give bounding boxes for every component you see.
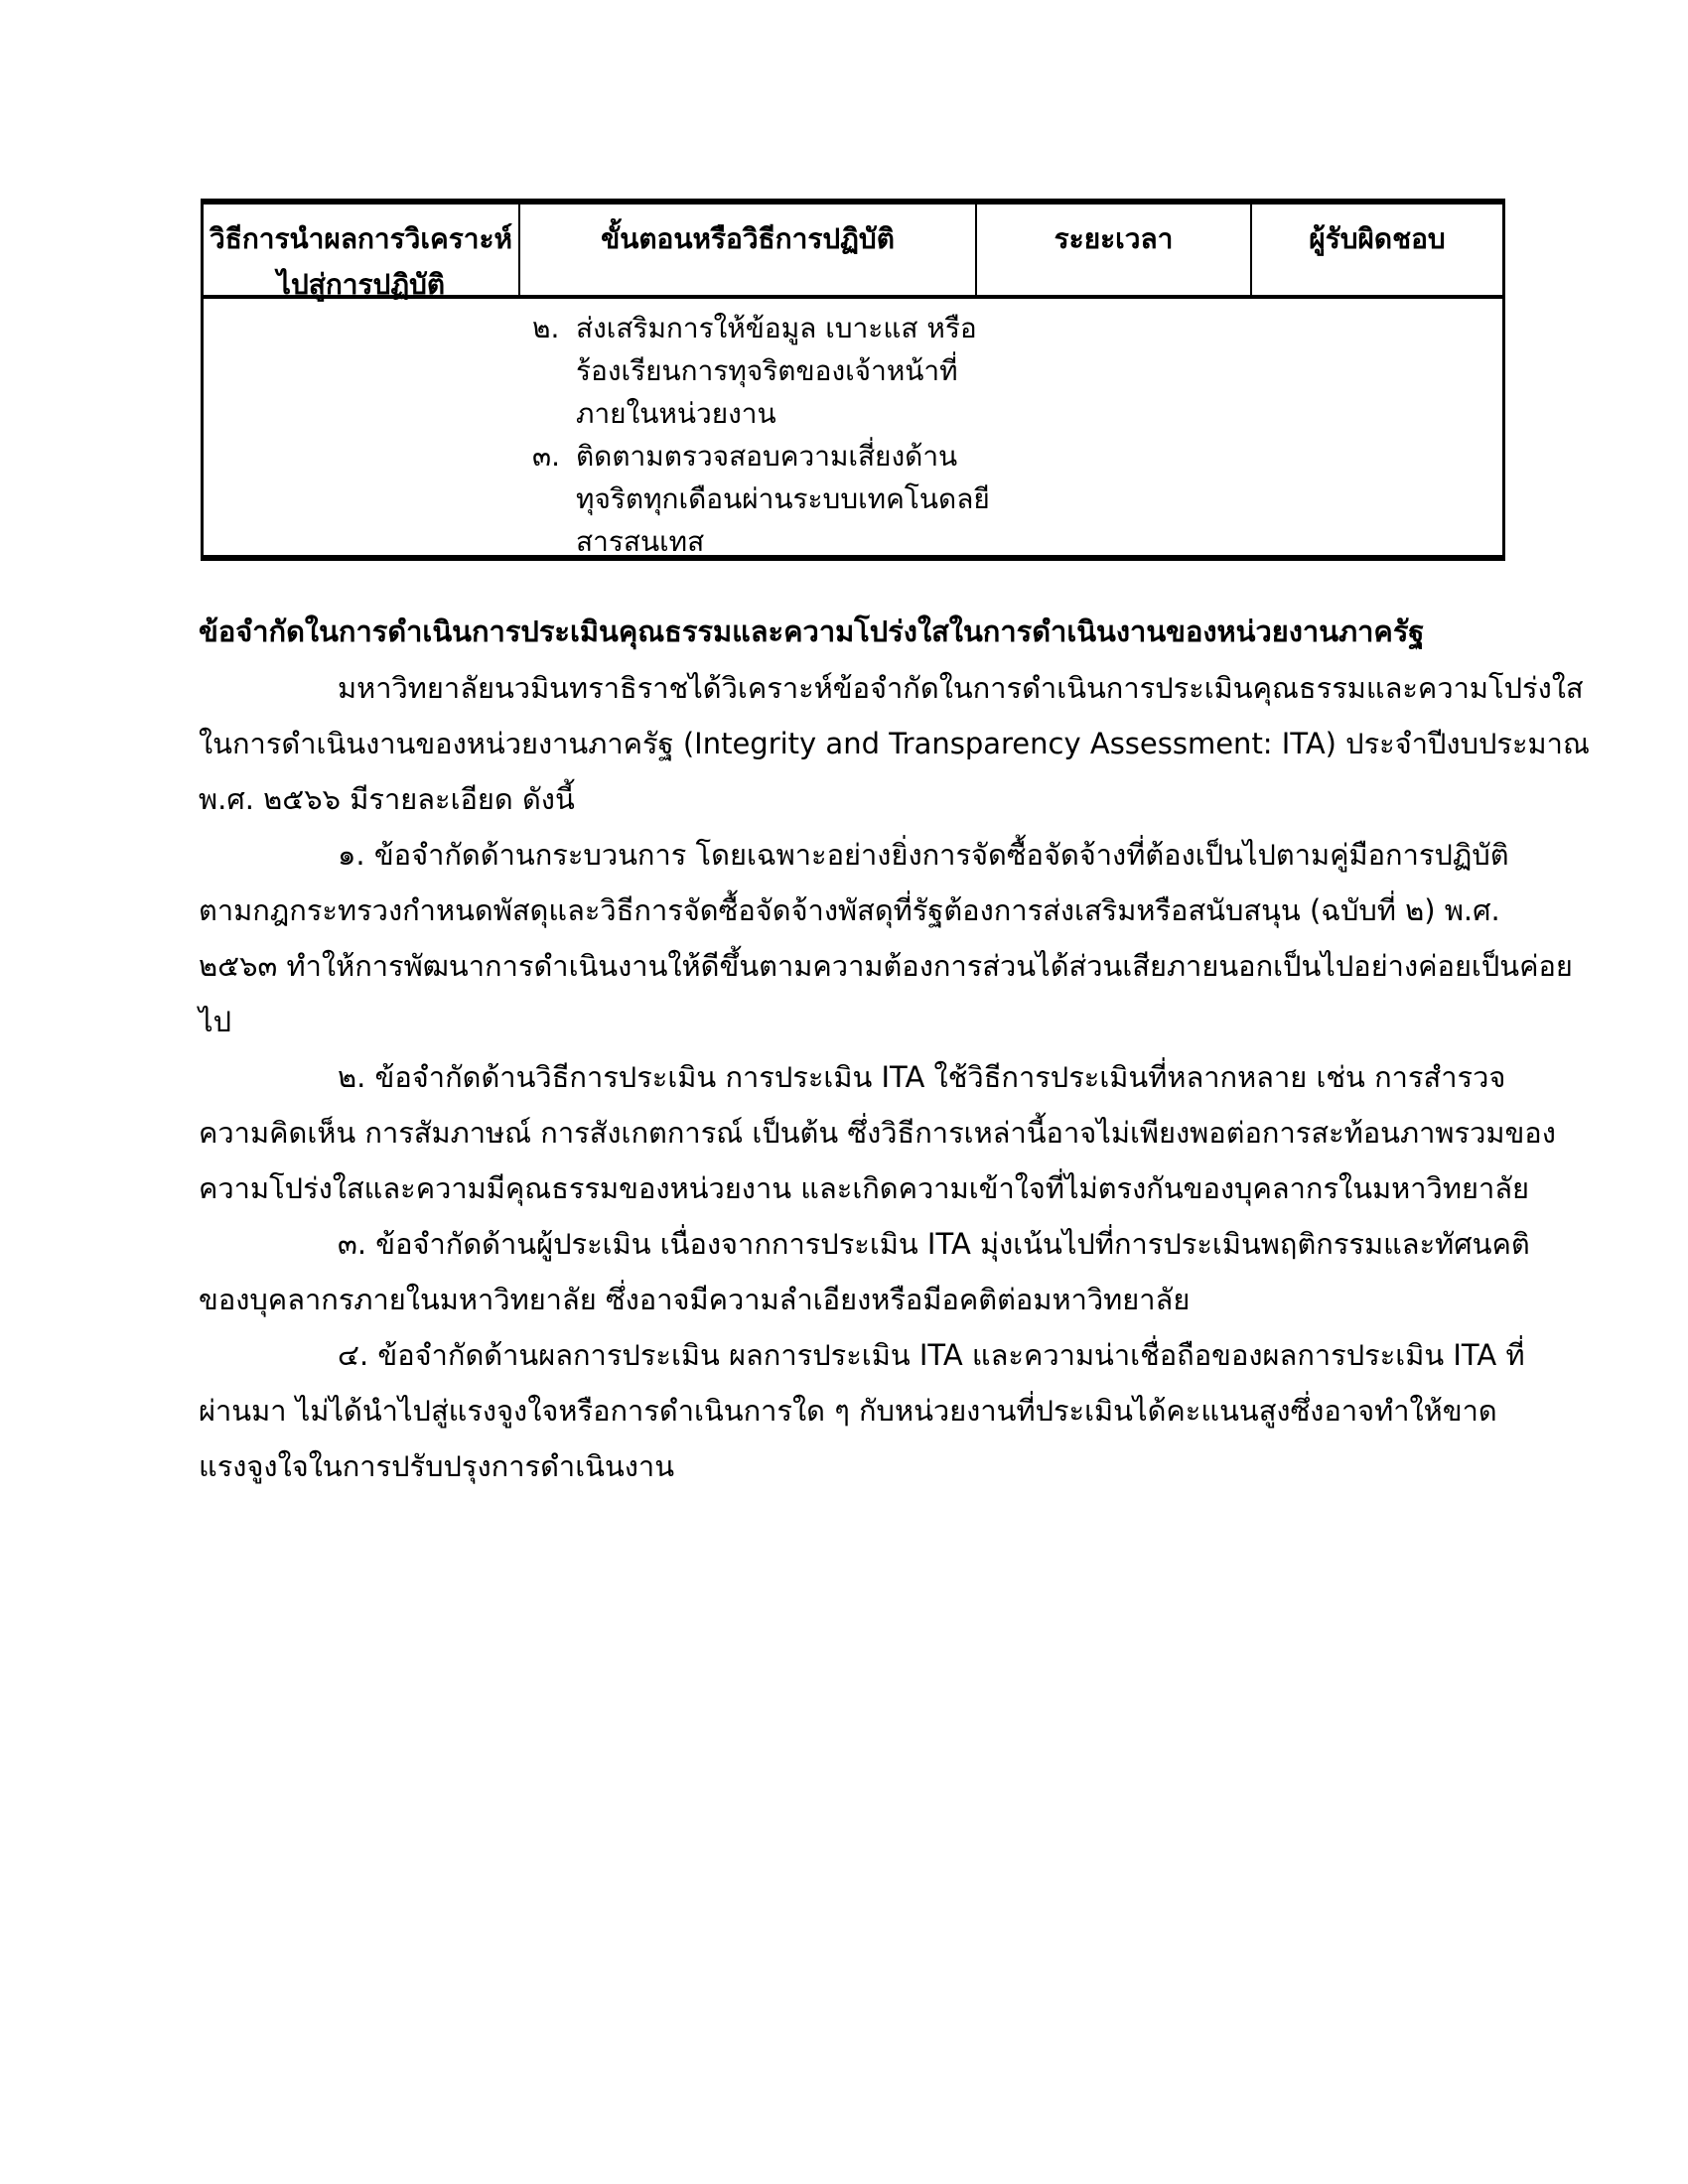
text-line: ทุจริตทุกเดือนผ่านระบบเทคโนดลยี: [576, 482, 990, 515]
text-line: แรงจูงใจในการปรับปรุงการดำเนินงาน: [199, 1449, 675, 1483]
list-item: [532, 307, 977, 435]
text-line: ภายในหน่วยงาน: [576, 397, 776, 430]
body-cell-responsible-empty: [1252, 299, 1502, 555]
text-line: ๑. ข้อจำกัดด้านกระบวนการ โดยเฉพาะอย่างยิ่งการจัดซื้อจัดจ้างที่ต้องเป็นไปตามคู่มือการปฏิบัติ: [338, 838, 1509, 872]
text-line: ของบุคลากรภายในมหาวิทยาลัย ซึ่งอาจมีความลำเอียงหรือมีอคติต่อมหาวิทยาลัย: [199, 1283, 1191, 1316]
list-item-text: [576, 307, 977, 435]
section-heading: ข้อจำกัดในการดำเนินการประเมินคุณธรรมและความโปร่งใสในการดำเนินงานของหน่วยงานภาครัฐ: [199, 614, 1425, 648]
text-line: ไป: [199, 1005, 231, 1038]
paragraph: [199, 660, 1590, 827]
header-method-line2: ไปสู่การปฏิบัติ: [276, 268, 446, 301]
analysis-table: [201, 199, 1505, 561]
paragraph: [199, 1216, 1530, 1327]
text-line: สารสนเทส: [576, 525, 705, 558]
paragraph: [199, 1049, 1556, 1216]
text-line: มหาวิทยาลัยนวมินทราธิราชได้วิเคราะห์ข้อจำกัดในการดำเนินการประเมินคุณธรรมและความโปร่งใส: [338, 671, 1584, 705]
text-line: ติดตามตรวจสอบความเสี่ยงด้าน: [576, 440, 958, 473]
text-line: ๔. ข้อจำกัดด้านผลการประเมิน ผลการประเมิน ITA และความน่าเชื่อถือของผลการประเมิน ITA ที่: [338, 1338, 1525, 1372]
text-line: ความคิดเห็น การสัมภาษณ์ การสังเกตการณ์ เป็นต้น ซึ่งวิธีการเหล่านี้อาจไม่เพียงพอต่อการสะท้อนภาพรวมของ: [199, 1116, 1556, 1150]
limitations-section: [199, 604, 1590, 1494]
text-line: ความโปร่งใสและความมีคุณธรรมของหน่วยงาน และเกิดความเข้าใจที่ไม่ตรงกันของบุคลากรในมหาวิทยาลัย: [199, 1171, 1529, 1205]
list-item-number: ๒.: [532, 312, 560, 344]
text-line: ตามกฎกระทรวงกำหนดพัสดุและวิธีการจัดซื้อจัดจ้างพัสดุที่รัฐต้องการส่งเสริมหรือสนับสนุน (ฉบับที่ ๒) พ.ศ.: [199, 893, 1500, 927]
list-item-number: ๓.: [532, 440, 561, 473]
header-cell-duration: ระยะเวลา: [977, 205, 1252, 299]
text-line: ผ่านมา ไม่ได้นำไปสู่แรงจูงใจหรือการดำเนินการใด ๆ กับหน่วยงานที่ประเมินได้คะแนนสูงซึ่งอาจทำให้ขาด: [199, 1394, 1497, 1428]
header-method-line1: วิธีการนำผลการวิเคราะห์: [210, 222, 512, 255]
header-cell-method: [204, 205, 520, 299]
header-cell-steps: ขั้นตอนหรือวิธีการปฏิบัติ: [520, 205, 977, 299]
text-line: ส่งเสริมการให้ข้อมูล เบาะแส หรือ: [576, 312, 977, 344]
paragraph: [199, 1327, 1525, 1494]
header-cell-responsible: ผู้รับผิดชอบ: [1252, 205, 1502, 299]
body-cell-steps: [520, 299, 990, 558]
text-line: ร้องเรียนการทุจริตของเจ้าหน้าที่: [576, 354, 958, 387]
body-cell-duration-empty: [977, 299, 1252, 555]
text-line: ในการดำเนินงานของหน่วยงานภาครัฐ (Integrity and Transparency Assessment: ITA) ประจำปีงบประมาณ: [199, 727, 1590, 760]
paragraph: [199, 827, 1573, 1049]
text-line: ๒๕๖๓ ทำให้การพัฒนาการดำเนินงานให้ดีขึ้นตามความต้องการส่วนได้ส่วนเสียภายนอกเป็นไปอย่างค่อยเป็นค่อย: [199, 949, 1573, 983]
list-item: [532, 435, 990, 563]
text-line: พ.ศ. ๒๕๖๖ มีรายละเอียด ดังนี้: [199, 782, 575, 816]
list-item-text: [576, 435, 990, 563]
text-line: ๒. ข้อจำกัดด้านวิธีการประเมิน การประเมิน ITA ใช้วิธีการประเมินที่หลากหลาย เช่น การสำรวจ: [338, 1060, 1506, 1094]
text-line: ๓. ข้อจำกัดด้านผู้ประเมิน เนื่องจากการประเมิน ITA มุ่งเน้นไปที่การประเมินพฤติกรรมและทัศนคติ: [338, 1227, 1530, 1261]
body-cell-method-empty: [204, 299, 520, 555]
